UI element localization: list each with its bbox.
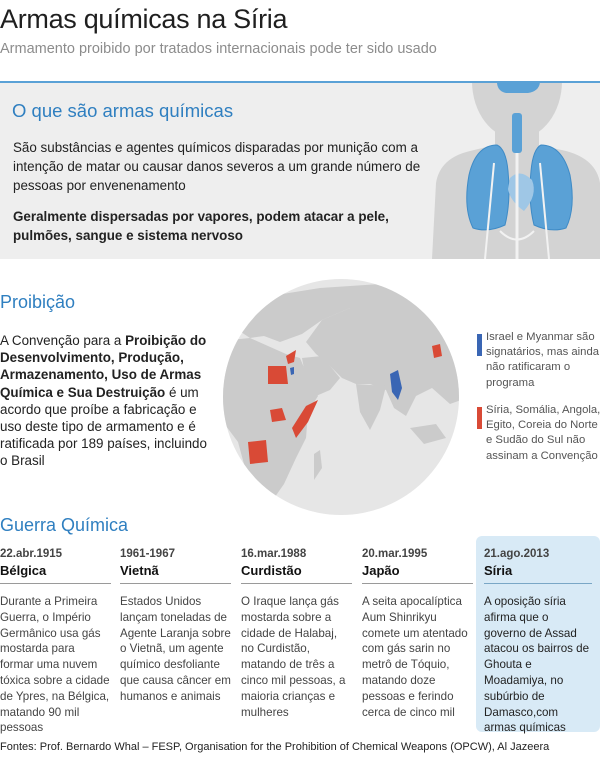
event-place: Japão <box>362 563 473 584</box>
event-japao <box>362 547 473 720</box>
legend-blue-marker <box>477 334 482 356</box>
event-date: 20.mar.1995 <box>362 548 428 560</box>
what-are-section <box>0 81 600 259</box>
page-title: Armas químicas na Síria <box>0 4 288 34</box>
trachea-organ <box>512 113 522 153</box>
sources-footnote: Fontes: Prof. Bernardo Whal – FESP, Organisation for the Prohibition of Chemical Weapons (OPCW), Al Jazeera <box>0 741 550 753</box>
event-date: 22.abr.1915 <box>0 548 63 560</box>
what-are-bold-paragraph: Geralmente dispersadas por vapores, podem atacar a pele, pulmões, sangue e sistema nervoso <box>13 209 389 243</box>
event-place: Bélgica <box>0 563 111 584</box>
event-description: O Iraque lança gás mostarda sobre a cidade de Halabaj, no Curdistão, matando de três a cinco mil pessoas, a maioria crianças e mulheres <box>241 595 346 719</box>
event-vietna <box>120 547 231 705</box>
event-place: Vietnã <box>120 563 231 584</box>
event-date: 21.ago.2013 <box>484 548 550 560</box>
prohibition-text-intro: A Convenção para a <box>0 333 126 348</box>
prohibition-text-bold: Proibição do Desenvolvimento, Produção, Armazenamento, Uso de Armas Química e Sua Destruição <box>0 333 207 400</box>
egypt-country <box>268 366 288 384</box>
event-description: Durante a Primeira Guerra, o Império Germânico usa gás mostarda para formar uma nuvem tóxica sobre a cidade de Ypres, na Bélgica, matando 90 mil pessoas <box>0 595 110 735</box>
event-curdistao <box>241 547 352 720</box>
event-siria <box>484 547 592 736</box>
angola-country <box>248 440 268 464</box>
prohibition-title: Proibição <box>0 292 76 312</box>
event-description: Estados Unidos lançam toneladas de Agente Laranja sobre o Vietnã, um agente químico desfoliante que causa câncer em humanos e animais <box>120 595 231 703</box>
what-are-paragraph: São substâncias e agentes químicos disparadas por munição com a intenção de matar ou causar danos severos a um grande número de pessoas por envenenamento <box>13 140 421 193</box>
event-place: Síria <box>484 563 592 584</box>
prohibition-text-rest: é um acordo que proíbe a fabricação e uso deste tipo de armamento e é ratificada por 189 países, incluindo o Brasil <box>0 384 207 469</box>
event-description: A seita apocalíptica Aum Shinrikyu comete um atentado com gás sarin no metrô de Tóquio, matando doze pessoas e ferindo cerca de cinco mil <box>362 595 468 719</box>
legend-red-marker <box>477 407 482 429</box>
page-subtitle: Armamento proibido por tratados internacionais pode ter sido usado <box>0 41 437 57</box>
event-date: 1961-1967 <box>120 548 175 560</box>
event-belgica <box>0 547 111 736</box>
legend-not-ratified-text: Israel e Myanmar são signatários, mas ainda não ratificaram o programa <box>486 331 600 389</box>
event-description: A oposição síria afirma que o governo de Assad atacou os bairros de Ghouta e Moadamiya, no subúrbio de Damasco,com armas químicas <box>484 595 590 735</box>
legend-non-signatory-text: Síria, Somália, Angola, Egito, Coreia do Norte e Sudão do Sul não assinam a Convenção <box>486 404 600 462</box>
event-date: 16.mar.1988 <box>241 548 307 560</box>
chemical-war-title: Guerra Química <box>0 515 129 535</box>
world-globe-map <box>210 278 472 516</box>
prohibition-text <box>0 332 218 470</box>
what-are-title: O que são armas químicas <box>12 100 234 121</box>
event-place: Curdistão <box>241 563 352 584</box>
